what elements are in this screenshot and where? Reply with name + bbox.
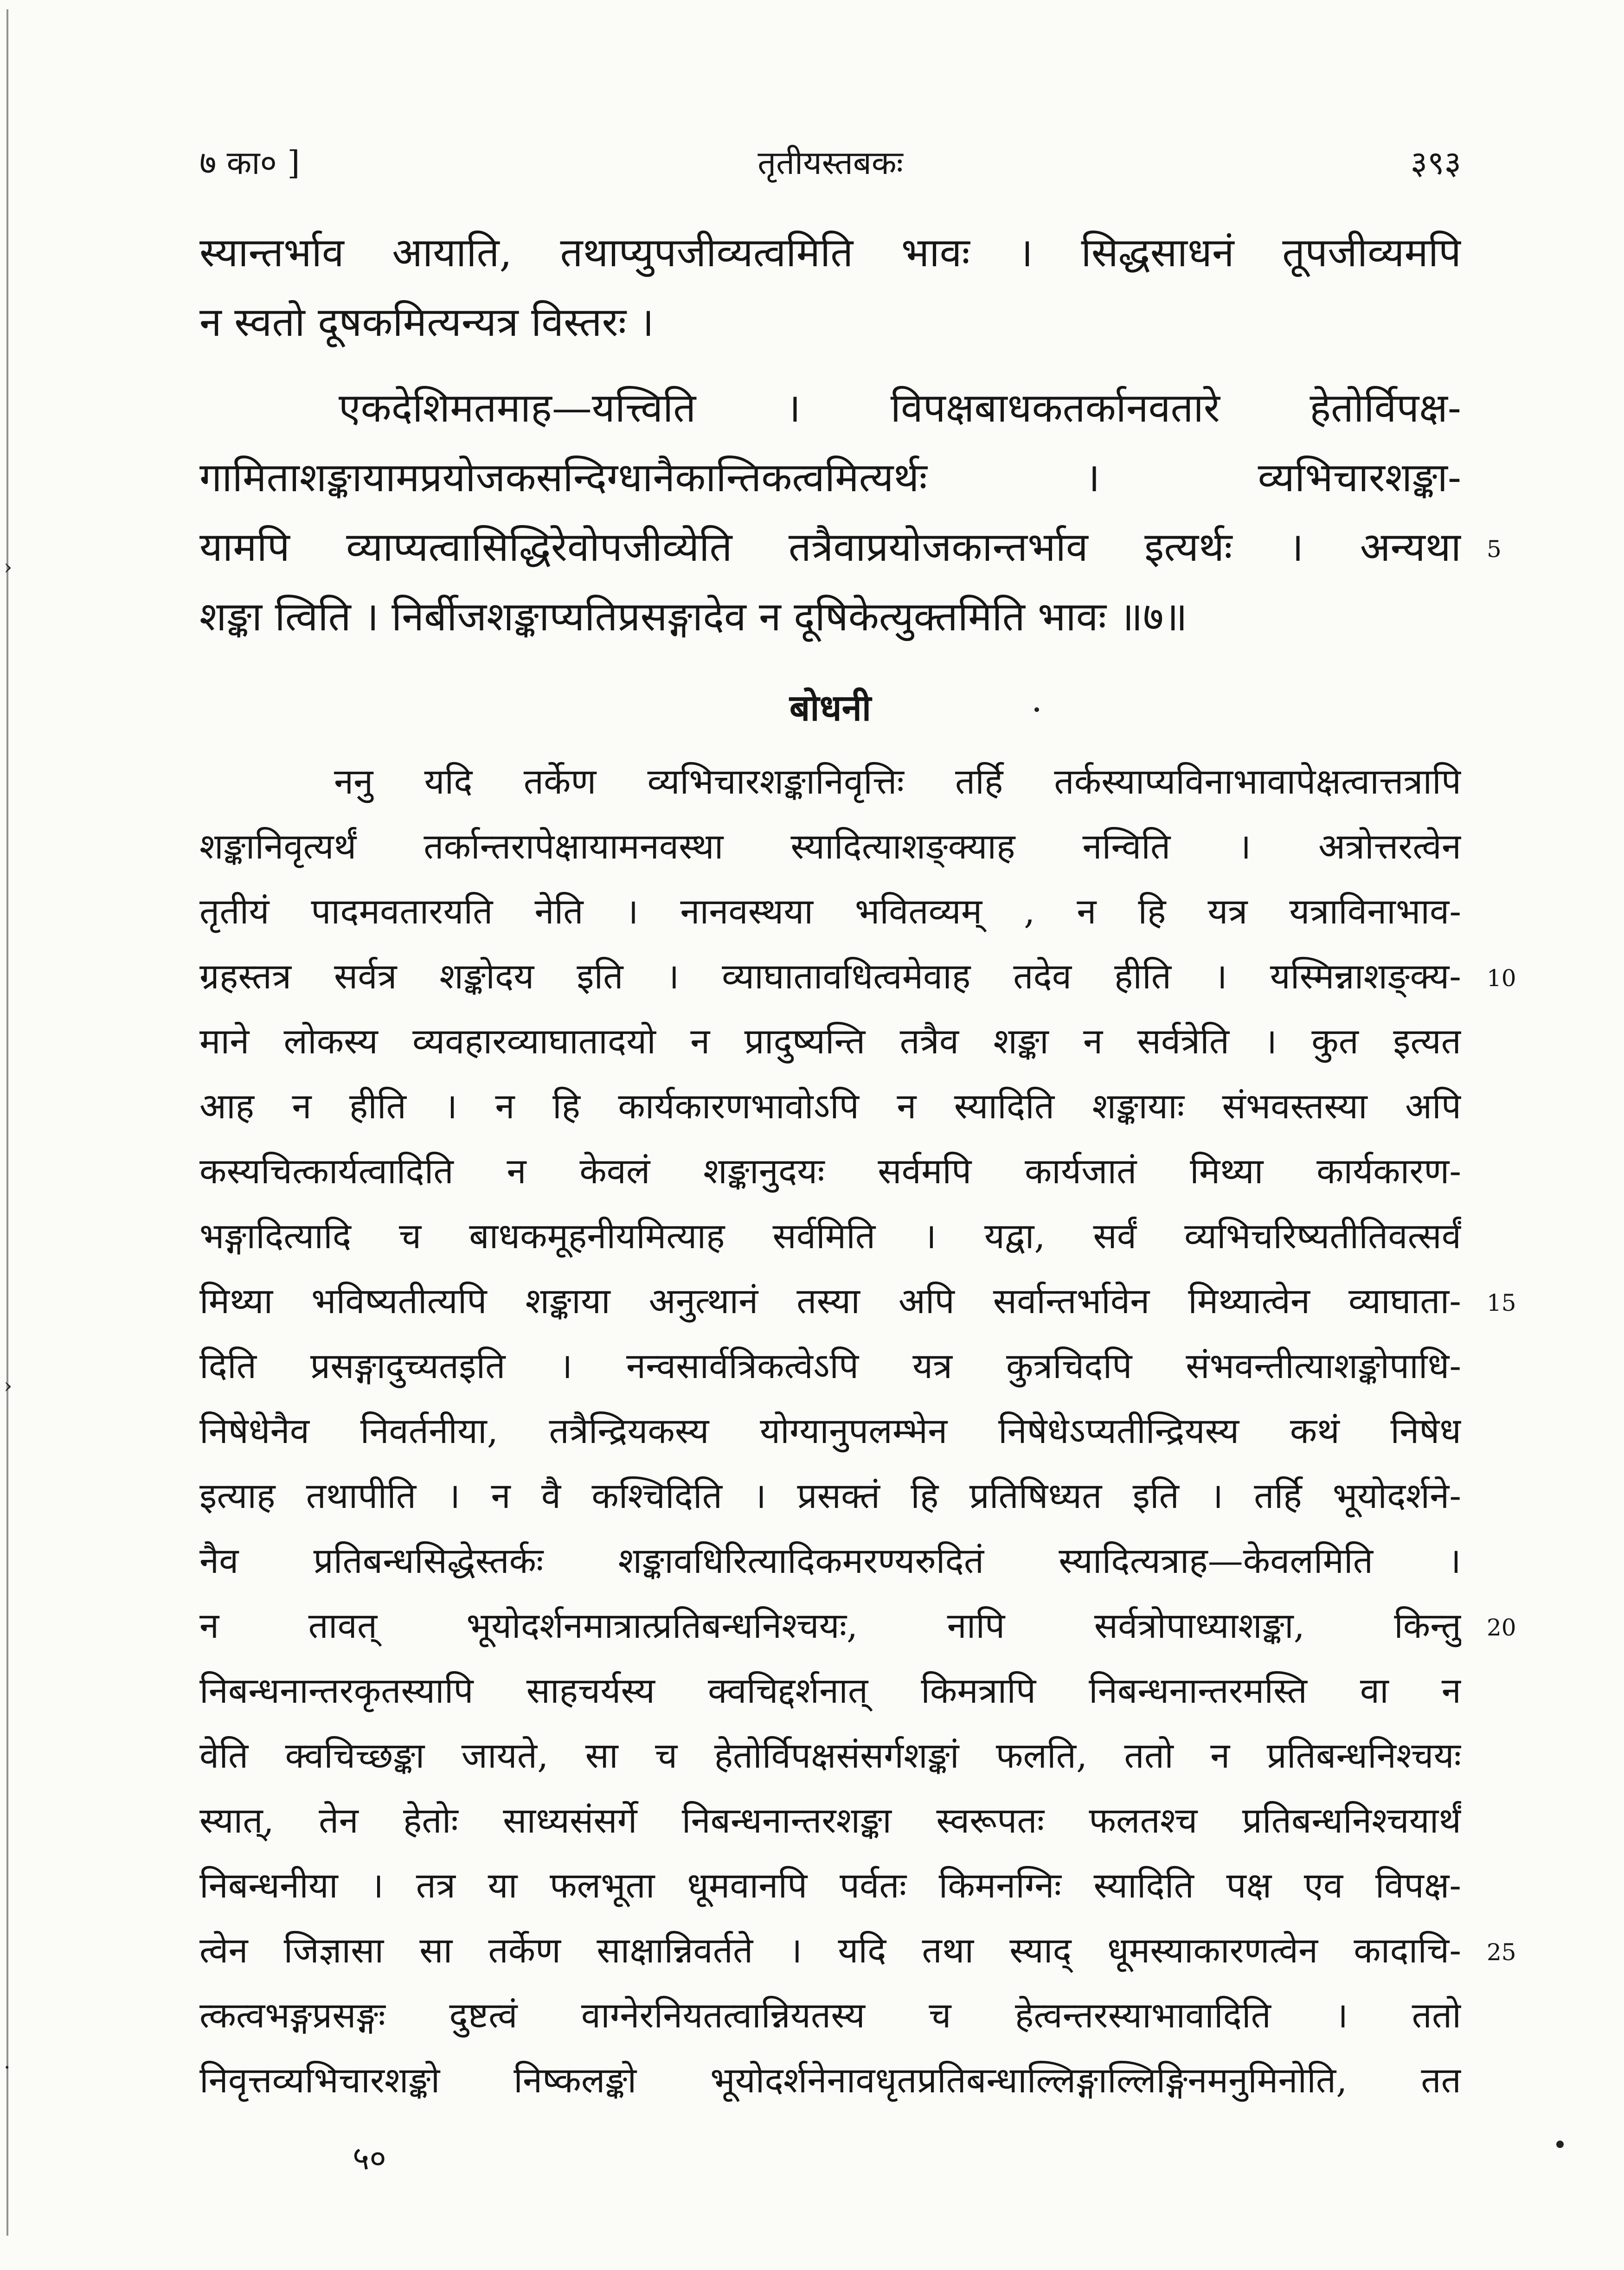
edge-mark: › [4,554,13,579]
line-number: 20 [1487,1614,1516,1641]
text-line: न तावत् भूयोदर्शनमात्रात्प्रतिबन्धनिश्चयः, नापि सर्वत्रोपाध्याशङ्का, किन्तु [199,1605,1461,1646]
edge-mark: · [4,2055,11,2080]
text-line: निवृत्तव्यभिचारशङ्को निष्कलङ्को भूयोदर्शनेनावधृतप्रतिबन्धाल्लिङ्गाल्लिङ्गिनमनुमिनोति, तत [199,2059,1461,2101]
signature-folio: ५० [353,2139,386,2177]
text-line: त्कत्वभङ्गप्रसङ्गः दुष्टत्वं वाग्नेरनियतत्वान्नियतस्य च हेत्वन्तरस्याभावादिति । ततो [199,1994,1461,2036]
chapter-marker: ७ का० ] [199,144,300,182]
edge-mark: › [4,1373,13,1398]
text-line: स्यात्, तेन हेतोः साध्यसंसर्गे निबन्धनान्तरशङ्का स्वरूपतः फलतश्च प्रतिबन्धनिश्चयार्थं [199,1800,1461,1841]
text-line: शङ्कानिवृत्यर्थं तर्कान्तरापेक्षायामनवस्था स्यादित्याशङ्क्याह नन्विति । अत्रोत्तरत्वेन [199,826,1461,867]
text-line: इत्याह तथापीति । न वै कश्चिदिति । प्रसक्तं हि प्रतिषिध्यत इति । तर्हि भूयोदर्शने- [199,1475,1461,1516]
text-line: स्यान्तर्भाव आयाति, तथाप्युपजीव्यत्वमिति भावः । सिद्धसाधनं तूपजीव्यमपि [199,230,1461,276]
running-title: तृतीयस्तबकः [757,144,903,182]
ink-speck [1556,2141,1564,2148]
text-line: निबन्धनीया । तत्र या फलभूता धूमवानपि पर्वतः किमनग्निः स्यादिति पक्ष एव विपक्ष- [199,1865,1461,1906]
line-number: 15 [1487,1289,1516,1316]
text-line: यामपि व्याप्यत्वासिद्धिरेवोपजीव्येति तत्रैवाप्रयोजकान्तर्भाव इत्यर्थः । अन्यथा [199,524,1461,571]
text-line: नैव प्रतिबन्धसिद्धेस्तर्कः शङ्कावधिरित्यादिकमरण्यरुदितं स्यादित्यत्राह—केवलमिति । [199,1540,1461,1581]
text-line: आह न हीति । न हि कार्यकारणभावोऽपि न स्यादिति शङ्कायाः संभवस्तस्या अपि [199,1085,1461,1127]
text-line: ग्रहस्तत्र सर्वत्र शङ्कोदय इति । व्याघातावधित्वमेवाह तदेव हीति । यस्मिन्नाशङ्क्य- [199,955,1461,997]
text-line: भङ्गादित्यादि च बाधकमूहनीयमित्याह सर्वमिति । यद्वा, सर्वं व्यभिचरिष्यतीतिवत्सर्वं [199,1215,1461,1257]
text-line: माने लोकस्य व्यवहारव्याघातादयो न प्रादुष्यन्ति तत्रैव शङ्का न सर्वत्रेति । कुत इत्यत [199,1020,1461,1062]
page-number: ३९३ [1410,144,1461,182]
text-line: निबन्धनान्तरकृतस्यापि साहचर्यस्य क्वचिद्दर्शनात् किमत्रापि निबन्धनान्तरमस्ति वा न [199,1670,1461,1711]
ink-speck [1034,707,1039,712]
text-line: दिति प्रसङ्गादुच्यतइति । नन्वसार्वत्रिकत्वेऽपि यत्र कुत्रचिदपि संभवन्तीत्याशङ्कोपाधि- [199,1345,1461,1386]
commentary-heading: बोधनी [789,687,872,729]
text-line: तृतीयं पादमवतारयति नेति । नानवस्थया भवितव्यम् , न हि यत्र यत्राविनाभाव- [199,891,1461,932]
text-line: निषेधेनैव निवर्तनीया, तत्रैन्द्रियकस्य योग्यानुपलम्भेन निषेधेऽप्यतीन्द्रियस्य कथं निषेध [199,1410,1461,1451]
text-line: शङ्का त्विति । निर्बीजशङ्काप्यतिप्रसङ्गादेव न दूषिकेत्युक्तमिति भावः ॥७॥ [199,594,1188,640]
text-line: ननु यदि तर्केण व्यभिचारशङ्कानिवृत्तिः तर्हि तर्कस्याप्यविनाभावापेक्षत्वात्तत्रापि [334,761,1461,802]
text-line: एकदेशिमतमाह—यत्त्विति । विपक्षबाधकतर्कानवतारे हेतोर्विपक्ष- [339,385,1461,431]
binding-edge [6,9,8,2236]
line-number: 10 [1487,965,1516,992]
text-line: त्वेन जिज्ञासा सा तर्केण साक्षान्निवर्तते । यदि तथा स्याद् धूमस्याकारणत्वेन कादाचि- [199,1930,1461,1971]
running-header [199,139,1461,190]
text-line: मिथ्या भविष्यतीत्यपि शङ्काया अनुत्थानं तस्या अपि सर्वान्तर्भावेन मिथ्यात्वेन व्याघाता- [199,1280,1461,1321]
line-number: 25 [1487,1939,1516,1966]
line-number: 5 [1487,536,1502,563]
text-line: वेति क्वचिच्छङ्का जायते, सा च हेतोर्विपक्षसंसर्गशङ्कां फलति, ततो न प्रतिबन्धनिश्चयः [199,1735,1461,1776]
text-line: कस्यचित्कार्यत्वादिति न केवलं शङ्कानुदयः सर्वमपि कार्यजातं मिथ्या कार्यकारण- [199,1150,1461,1192]
text-line: गामिताशङ्कायामप्रयोजकसन्दिग्धानैकान्तिकत्वमित्यर्थः । व्यभिचारशङ्का- [199,455,1461,501]
text-line: न स्वतो दूषकमित्यन्यत्र विस्तरः । [199,299,655,346]
